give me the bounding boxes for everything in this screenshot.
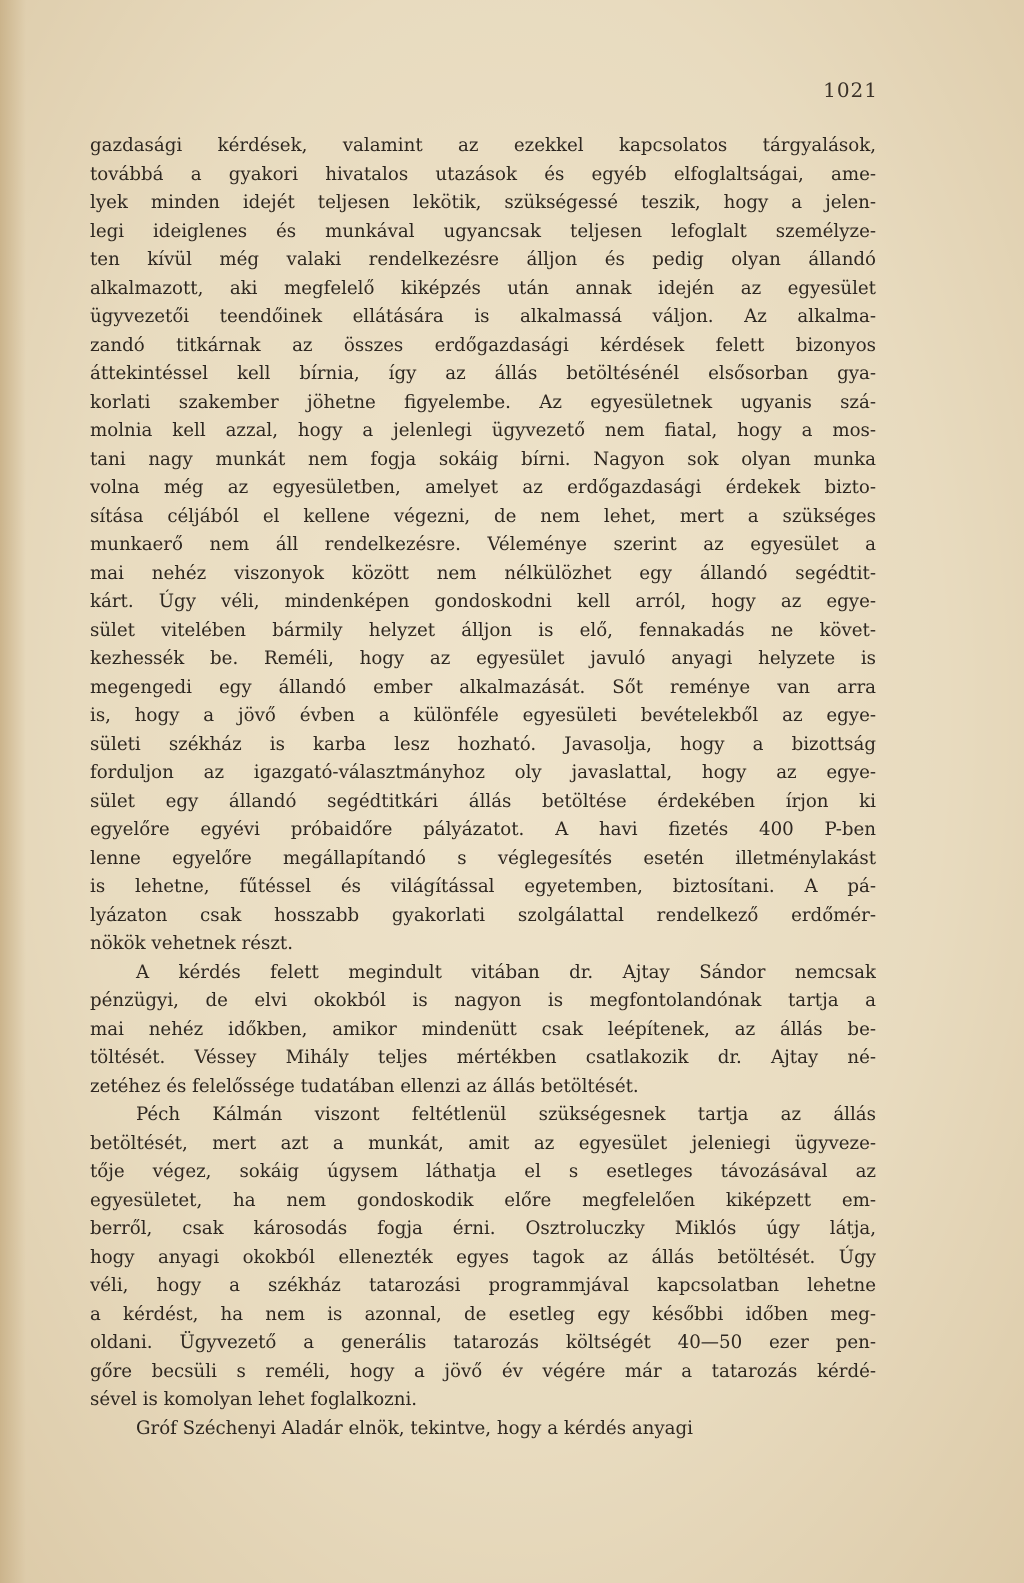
text-line: sület vitelében bármily helyzet álljon is elő, fennakadás ne követ- <box>90 619 876 641</box>
text-line: egyesületet, ha nem gondoskodik előre megfelelően kiképzett em- <box>90 1189 876 1211</box>
text-line: pénzügyi, de elvi okokból is nagyon is megfontolandónak tartja a <box>90 990 876 1011</box>
text-line: zetéhez és felelőssége tudatában ellenzi az állás betöltését. <box>90 1075 639 1097</box>
text-line: kezhessék be. Reméli, hogy az egyesület javuló anyagi helyzete is <box>90 648 876 669</box>
text-line: megengedi egy állandó ember alkalmazását. Sőt reménye van arra <box>90 676 876 698</box>
text-line: oldani. Ügyvezető a generális tatarozás költségét 40—50 ezer pen- <box>90 1332 876 1353</box>
text-line: munkaerő nem áll rendelkezésre. Véleménye szerint az egyesület a <box>90 534 876 555</box>
text-line: hogy anyagi okokból ellenezték egyes tagok az állás betöltését. Úgy <box>90 1246 876 1268</box>
paragraph <box>90 1415 876 1444</box>
text-line: Péch Kálmán viszont feltétlenül szükségesnek tartja az állás <box>136 1104 876 1125</box>
text-line: nökök vehetnek részt. <box>90 933 294 954</box>
text-line: lyek minden idejét teljesen lekötik, szükségessé teszik, hogy a jelen- <box>90 192 876 213</box>
text-line: legi ideiglenes és munkával ugyancsak teljesen lefoglalt személyze- <box>90 220 876 242</box>
text-line: ten kívül még valaki rendelkezésre álljon és pedig olyan állandó <box>90 249 876 270</box>
text-line: áttekintéssel kell bírnia, így az állás betöltésénél elsősorban gya- <box>90 363 876 384</box>
text-line: töltését. Véssey Mihály teljes mértékben csatlakozik dr. Ajtay né- <box>90 1047 876 1068</box>
text-line: korlati szakember jöhetne figyelembe. Az egyesületnek ugyanis szá- <box>90 391 876 413</box>
text-line: mai nehéz időkben, amikor mindenütt csak leépítenek, az állás be- <box>90 1018 876 1040</box>
text-line: tője végez, sokáig úgysem láthatja el s esetleges távozásával az <box>90 1161 876 1182</box>
text-line: véli, hogy a székház tatarozási programmjával kapcsolatban lehetne <box>90 1275 876 1296</box>
page-number: 1021 <box>823 78 878 102</box>
text-line: a kérdést, ha nem is azonnal, de esetleg egy későbbi időben meg- <box>90 1303 876 1325</box>
text-line: zandó titkárnak az összes erdőgazdasági kérdések felett bizonyos <box>90 334 876 356</box>
text-line: gőre becsüli s reméli, hogy a jövő év végére már a tatarozás kérdé- <box>90 1360 876 1382</box>
text-line: kárt. Úgy véli, mindenképen gondoskodni kell arról, hogy az egye- <box>90 591 876 612</box>
text-line: sület egy állandó segédtitkári állás betöltése érdekében írjon ki <box>90 790 876 812</box>
text-line: is, hogy a jövő évben a különféle egyesületi bevételekből az egye- <box>90 705 876 726</box>
text-line: mai nehéz viszonyok között nem nélkülözhet egy állandó segédtit- <box>90 562 876 584</box>
text-line: betöltését, mert azt a munkát, amit az egyesület jeleniegi ügyveze- <box>90 1132 876 1154</box>
text-line: Gróf Széchenyi Aladár elnök, tekintve, hogy a kérdés anyagi <box>136 1417 693 1439</box>
text-line: sítása céljából el kellene végezni, de nem lehet, mert a szükséges <box>90 505 876 527</box>
text-line: A kérdés felett megindult vitában dr. Ajtay Sándor nemcsak <box>136 961 876 983</box>
body-text <box>90 132 876 1443</box>
text-line: berről, csak károsodás fogja érni. Osztroluczky Miklós úgy látja, <box>90 1218 876 1239</box>
text-line: lenne egyelőre megállapítandó s véglegesítés esetén illetménylakást <box>90 847 876 869</box>
text-line: egyelőre egyévi próbaidőre pályázatot. A havi fizetés 400 P-ben <box>90 819 876 840</box>
text-line: volna még az egyesületben, amelyet az erdőgazdasági érdekek bizto- <box>90 477 876 498</box>
text-line: sével is komolyan lehet foglalkozni. <box>90 1389 418 1410</box>
paragraph <box>90 959 876 1102</box>
text-line: lyázaton csak hosszabb gyakorlati szolgálattal rendelkező erdőmér- <box>90 904 876 926</box>
text-line: forduljon az igazgató-választmányhoz oly javaslattal, hogy az egye- <box>90 762 876 783</box>
text-line: sületi székház is karba lesz hozható. Javasolja, hogy a bizottság <box>90 733 876 755</box>
text-line: tani nagy munkát nem fogja sokáig bírni. Nagyon sok olyan munka <box>90 448 876 470</box>
text-line: ügyvezetői teendőinek ellátására is alkalmassá váljon. Az alkalma- <box>90 306 876 327</box>
text-line: gazdasági kérdések, valamint az ezekkel kapcsolatos tárgyalások, <box>90 135 876 156</box>
paragraph <box>90 1101 876 1415</box>
text-line: is lehetne, fűtéssel és világítással egyetemben, biztosítani. A pá- <box>90 876 876 897</box>
paragraph <box>90 132 876 959</box>
text-line: továbbá a gyakori hivatalos utazások és egyéb elfoglaltságai, ame- <box>90 163 876 185</box>
text-line: alkalmazott, aki megfelelő kiképzés után annak idején az egyesület <box>90 277 876 299</box>
text-line: molnia kell azzal, hogy a jelenlegi ügyvezető nem fiatal, hogy a mos- <box>90 420 876 441</box>
